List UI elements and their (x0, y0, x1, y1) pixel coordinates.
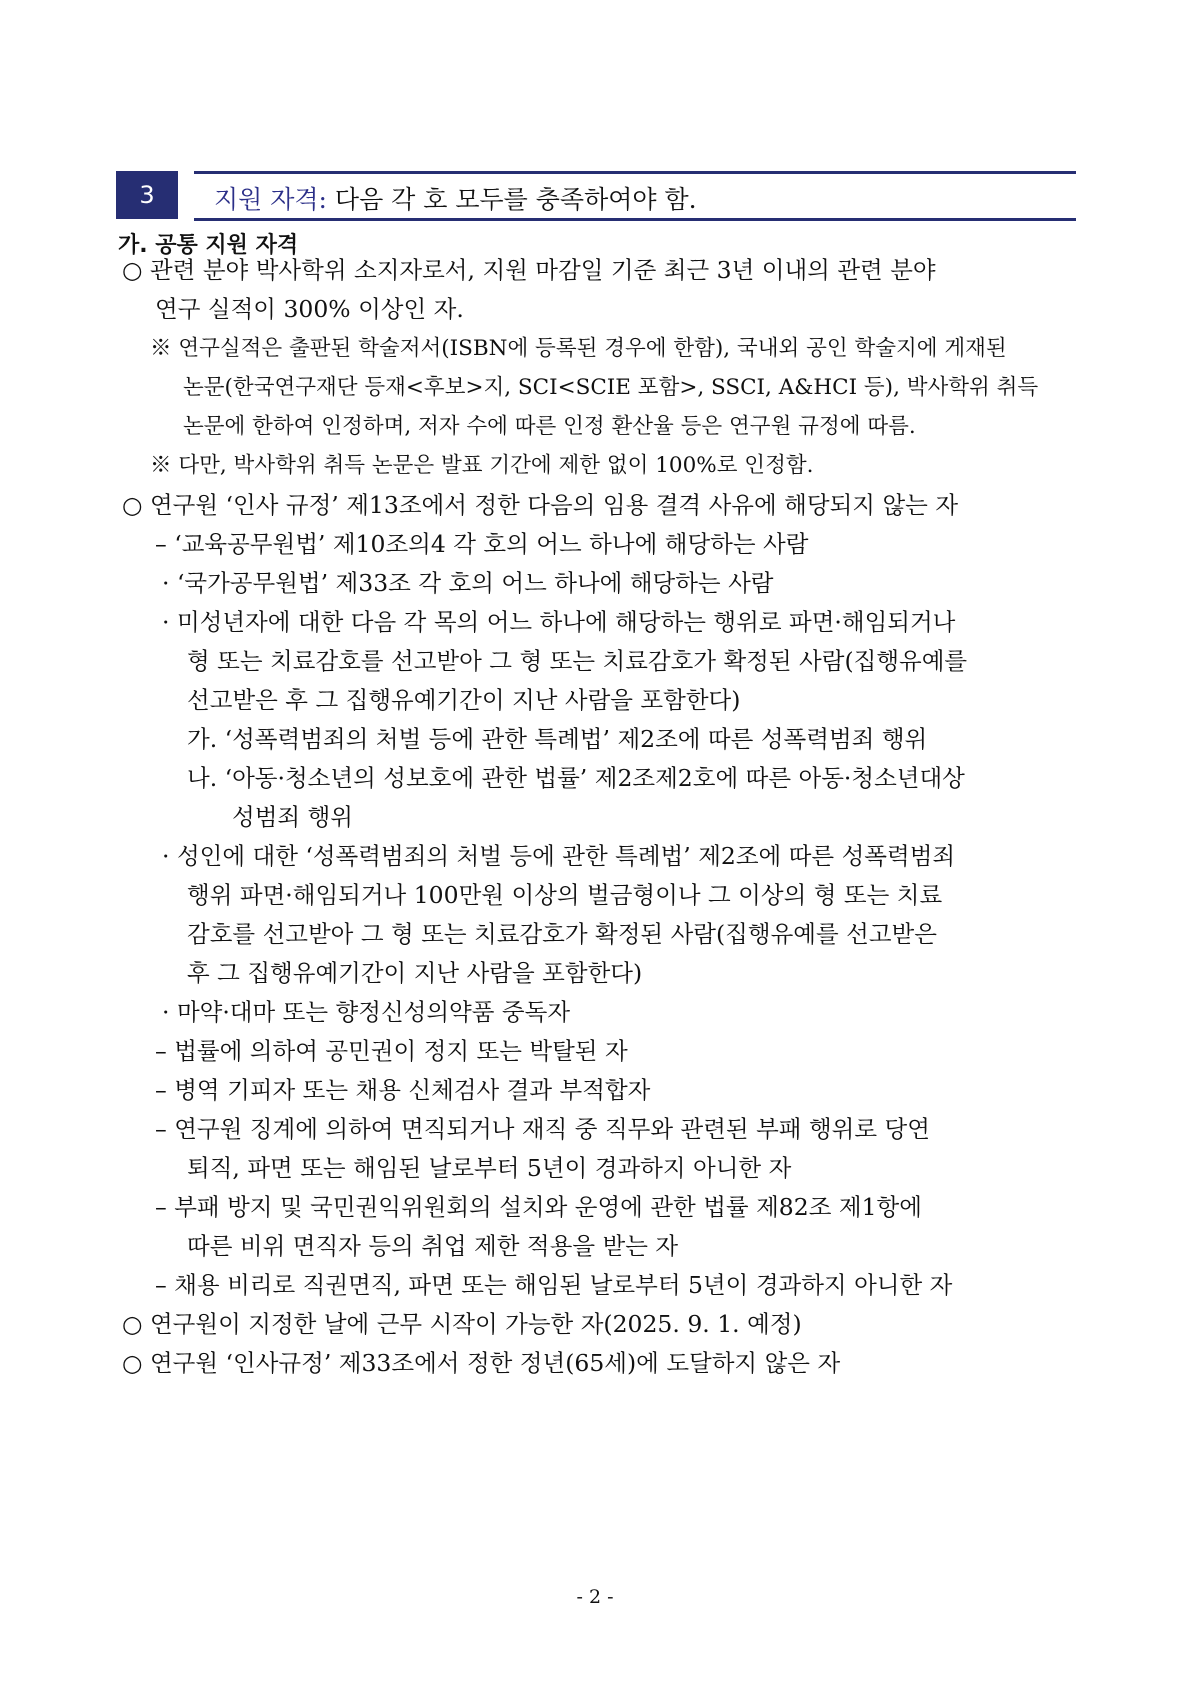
list-item: · 미성년자에 대한 다음 각 목의 어느 하나에 해당하는 행위로 파면·해임되거나 (162, 608, 956, 636)
list-item: · 마약·대마 또는 향정신성의약품 중독자 (162, 998, 571, 1026)
paragraph-line: ○ 연구원 ‘인사 규정’ 제13조에서 정한 다음의 임용 결격 사유에 해당되지 않는 자 (122, 491, 959, 519)
section-title-keyword: 지원 자격: (214, 185, 327, 214)
note-line: ※ 다만, 박사학위 취득 논문은 발표 기간에 제한 없이 100%로 인정함. (150, 453, 814, 478)
section-number: 3 (116, 171, 178, 219)
note-line: ※ 연구실적은 출판된 학술저서(ISBN에 등록된 경우에 한함), 국내외 공인 학술지에 게재된 (150, 336, 1007, 361)
paragraph-line: 연구 실적이 300% 이상인 자. (155, 295, 464, 323)
list-item-continued: 퇴직, 파면 또는 해임된 날로부터 5년이 경과하지 아니한 자 (187, 1154, 792, 1182)
list-item: · 성인에 대한 ‘성폭력범죄의 처벌 등에 관한 특례법’ 제2조에 따른 성폭력범죄 (162, 842, 956, 870)
list-item: – 법률에 의하여 공민권이 정지 또는 박탈된 자 (155, 1037, 628, 1065)
paragraph-line: ○ 연구원 ‘인사규정’ 제33조에서 정한 정년(65세)에 도달하지 않은 자 (122, 1349, 841, 1377)
list-item-continued: 선고받은 후 그 집행유예기간이 지난 사람을 포함한다) (187, 686, 741, 714)
list-item: – 병역 기피자 또는 채용 신체검사 결과 부적합자 (155, 1076, 651, 1104)
list-item-continued: 형 또는 치료감호를 선고받아 그 형 또는 치료감호가 확정된 사람(집행유예를 (187, 647, 968, 675)
list-item-continued: 행위 파면·해임되거나 100만원 이상의 벌금형이나 그 이상의 형 또는 치료 (187, 881, 943, 909)
note-line: 논문에 한하여 인정하며, 저자 수에 따른 인정 환산율 등은 연구원 규정에 따름. (183, 414, 916, 439)
section-title-text: 다음 각 호 모두를 충족하여야 함. (326, 185, 697, 214)
note-line: 논문(한국연구재단 등재<후보>지, SCI<SCIE 포함>, SSCI, A&HCI 등), 박사학위 취득 (183, 375, 1039, 400)
paragraph-line: ○ 관련 분야 박사학위 소지자로서, 지원 마감일 기준 최근 3년 이내의 관련 분야 (122, 256, 936, 284)
paragraph-line: ○ 연구원이 지정한 날에 근무 시작이 가능한 자(2025. 9. 1. 예정) (122, 1310, 802, 1338)
section-title-box (194, 171, 1076, 221)
list-item-continued: 후 그 집행유예기간이 지난 사람을 포함한다) (187, 959, 643, 987)
list-item: · ‘국가공무원법’ 제33조 각 호의 어느 하나에 해당하는 사람 (162, 569, 774, 597)
list-item: – 부패 방지 및 국민권익위원회의 설치와 운영에 관한 법률 제82조 제1항에 (155, 1193, 922, 1221)
section-header (116, 171, 1076, 219)
section-title (214, 180, 697, 216)
list-item: – 채용 비리로 직권면직, 파면 또는 해임된 날로부터 5년이 경과하지 아니한 자 (155, 1271, 953, 1299)
list-item-continued: 따른 비위 면직자 등의 취업 제한 적용을 받는 자 (187, 1232, 679, 1260)
sub-list-item: 나. ‘아동·청소년의 성보호에 관한 법률’ 제2조제2호에 따른 아동·청소년대상 (187, 764, 965, 792)
list-item: – 연구원 징계에 의하여 면직되거나 재직 중 직무와 관련된 부패 행위로 당연 (155, 1115, 930, 1143)
list-item: – ‘교육공무원법’ 제10조의4 각 호의 어느 하나에 해당하는 사람 (155, 530, 809, 558)
list-item-continued: 감호를 선고받아 그 형 또는 치료감호가 확정된 사람(집행유예를 선고받은 (187, 920, 937, 948)
sub-list-item: 가. ‘성폭력범죄의 처벌 등에 관한 특례법’ 제2조에 따른 성폭력범죄 행위 (187, 725, 928, 753)
subheading: 가. 공통 지원 자격 (118, 233, 299, 258)
page-number: - 2 - (576, 1586, 614, 1608)
sub-list-item-continued: 성범죄 행위 (232, 803, 353, 831)
